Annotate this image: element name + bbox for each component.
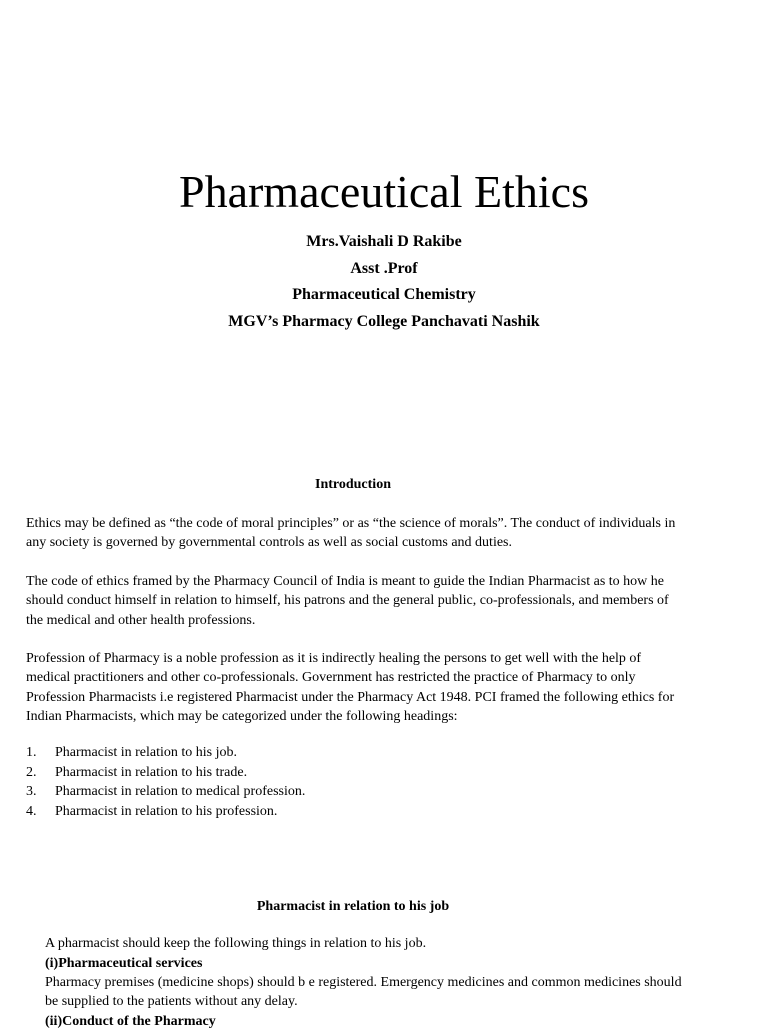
- list-item-number: 4.: [26, 803, 37, 819]
- list-item-number: 1.: [26, 745, 37, 760]
- list-item-text: Pharmacist in relation to his profession.: [55, 803, 278, 819]
- intro-paragraph-1: Ethics may be defined as “the code of moral principles” or as “the science of morals”. The conduct of individuals in any society is governed by governmental controls as well as social customs and duties.: [26, 516, 676, 551]
- author-institution: MGV’s Pharmacy College Panchavati Nashik: [228, 312, 540, 330]
- job-section-intro: A pharmacist should keep the following things in relation to his job.: [45, 936, 427, 951]
- author-name: Mrs.Vaishali D Rakibe: [306, 233, 462, 250]
- list-item: [26, 743, 686, 763]
- pharmaceutical-services-heading: (i)Pharmaceutical services: [45, 956, 203, 971]
- author-designation: Asst .Prof: [350, 259, 418, 277]
- pharmaceutical-services-text: Pharmacy premises (medicine shops) should b e registered. Emergency medicines and common medicines should be supplied to the patients without any delay.: [45, 975, 682, 1010]
- list-item-text: Pharmacist in relation to his trade.: [55, 764, 248, 780]
- list-item-number: 2.: [26, 764, 37, 780]
- list-item-text: Pharmacist in relation to his job.: [55, 745, 237, 760]
- conduct-of-pharmacy-heading: (ii)Conduct of the Pharmacy: [45, 1014, 216, 1029]
- ethics-categories-list: [26, 743, 686, 821]
- author-department: Pharmaceutical Chemistry: [292, 286, 476, 303]
- list-item-number: 3.: [26, 784, 37, 799]
- list-item-text: Pharmacist in relation to medical profession.: [55, 784, 306, 799]
- intro-paragraph-2: The code of ethics framed by the Pharmacy Council of India is meant to guide the Indian Pharmacist as to how he should conduct himself in relation to himself, his patrons and the general public, co-professionals, and members of the medical and other health professions.: [26, 574, 669, 628]
- list-item: [26, 763, 686, 783]
- author-block: [0, 229, 768, 335]
- list-item: [26, 782, 686, 802]
- intro-paragraph-3: Profession of Pharmacy is a noble profession as it is indirectly healing the persons to get well with the help of medical practitioners and other co-professionals. Government has restricted the practice of Pharmacy to only Profession Pharmacists i.e registered Pharmacist under the Pharmacy Act 1948. PCI framed the following ethics for Indian Pharmacists, which may be categorized under the following headings:: [26, 651, 675, 724]
- document-title: Pharmaceutical Ethics: [178, 166, 589, 217]
- introduction-heading: Introduction: [315, 477, 391, 492]
- job-section-heading: Pharmacist in relation to his job: [256, 899, 450, 914]
- list-item: [26, 802, 686, 822]
